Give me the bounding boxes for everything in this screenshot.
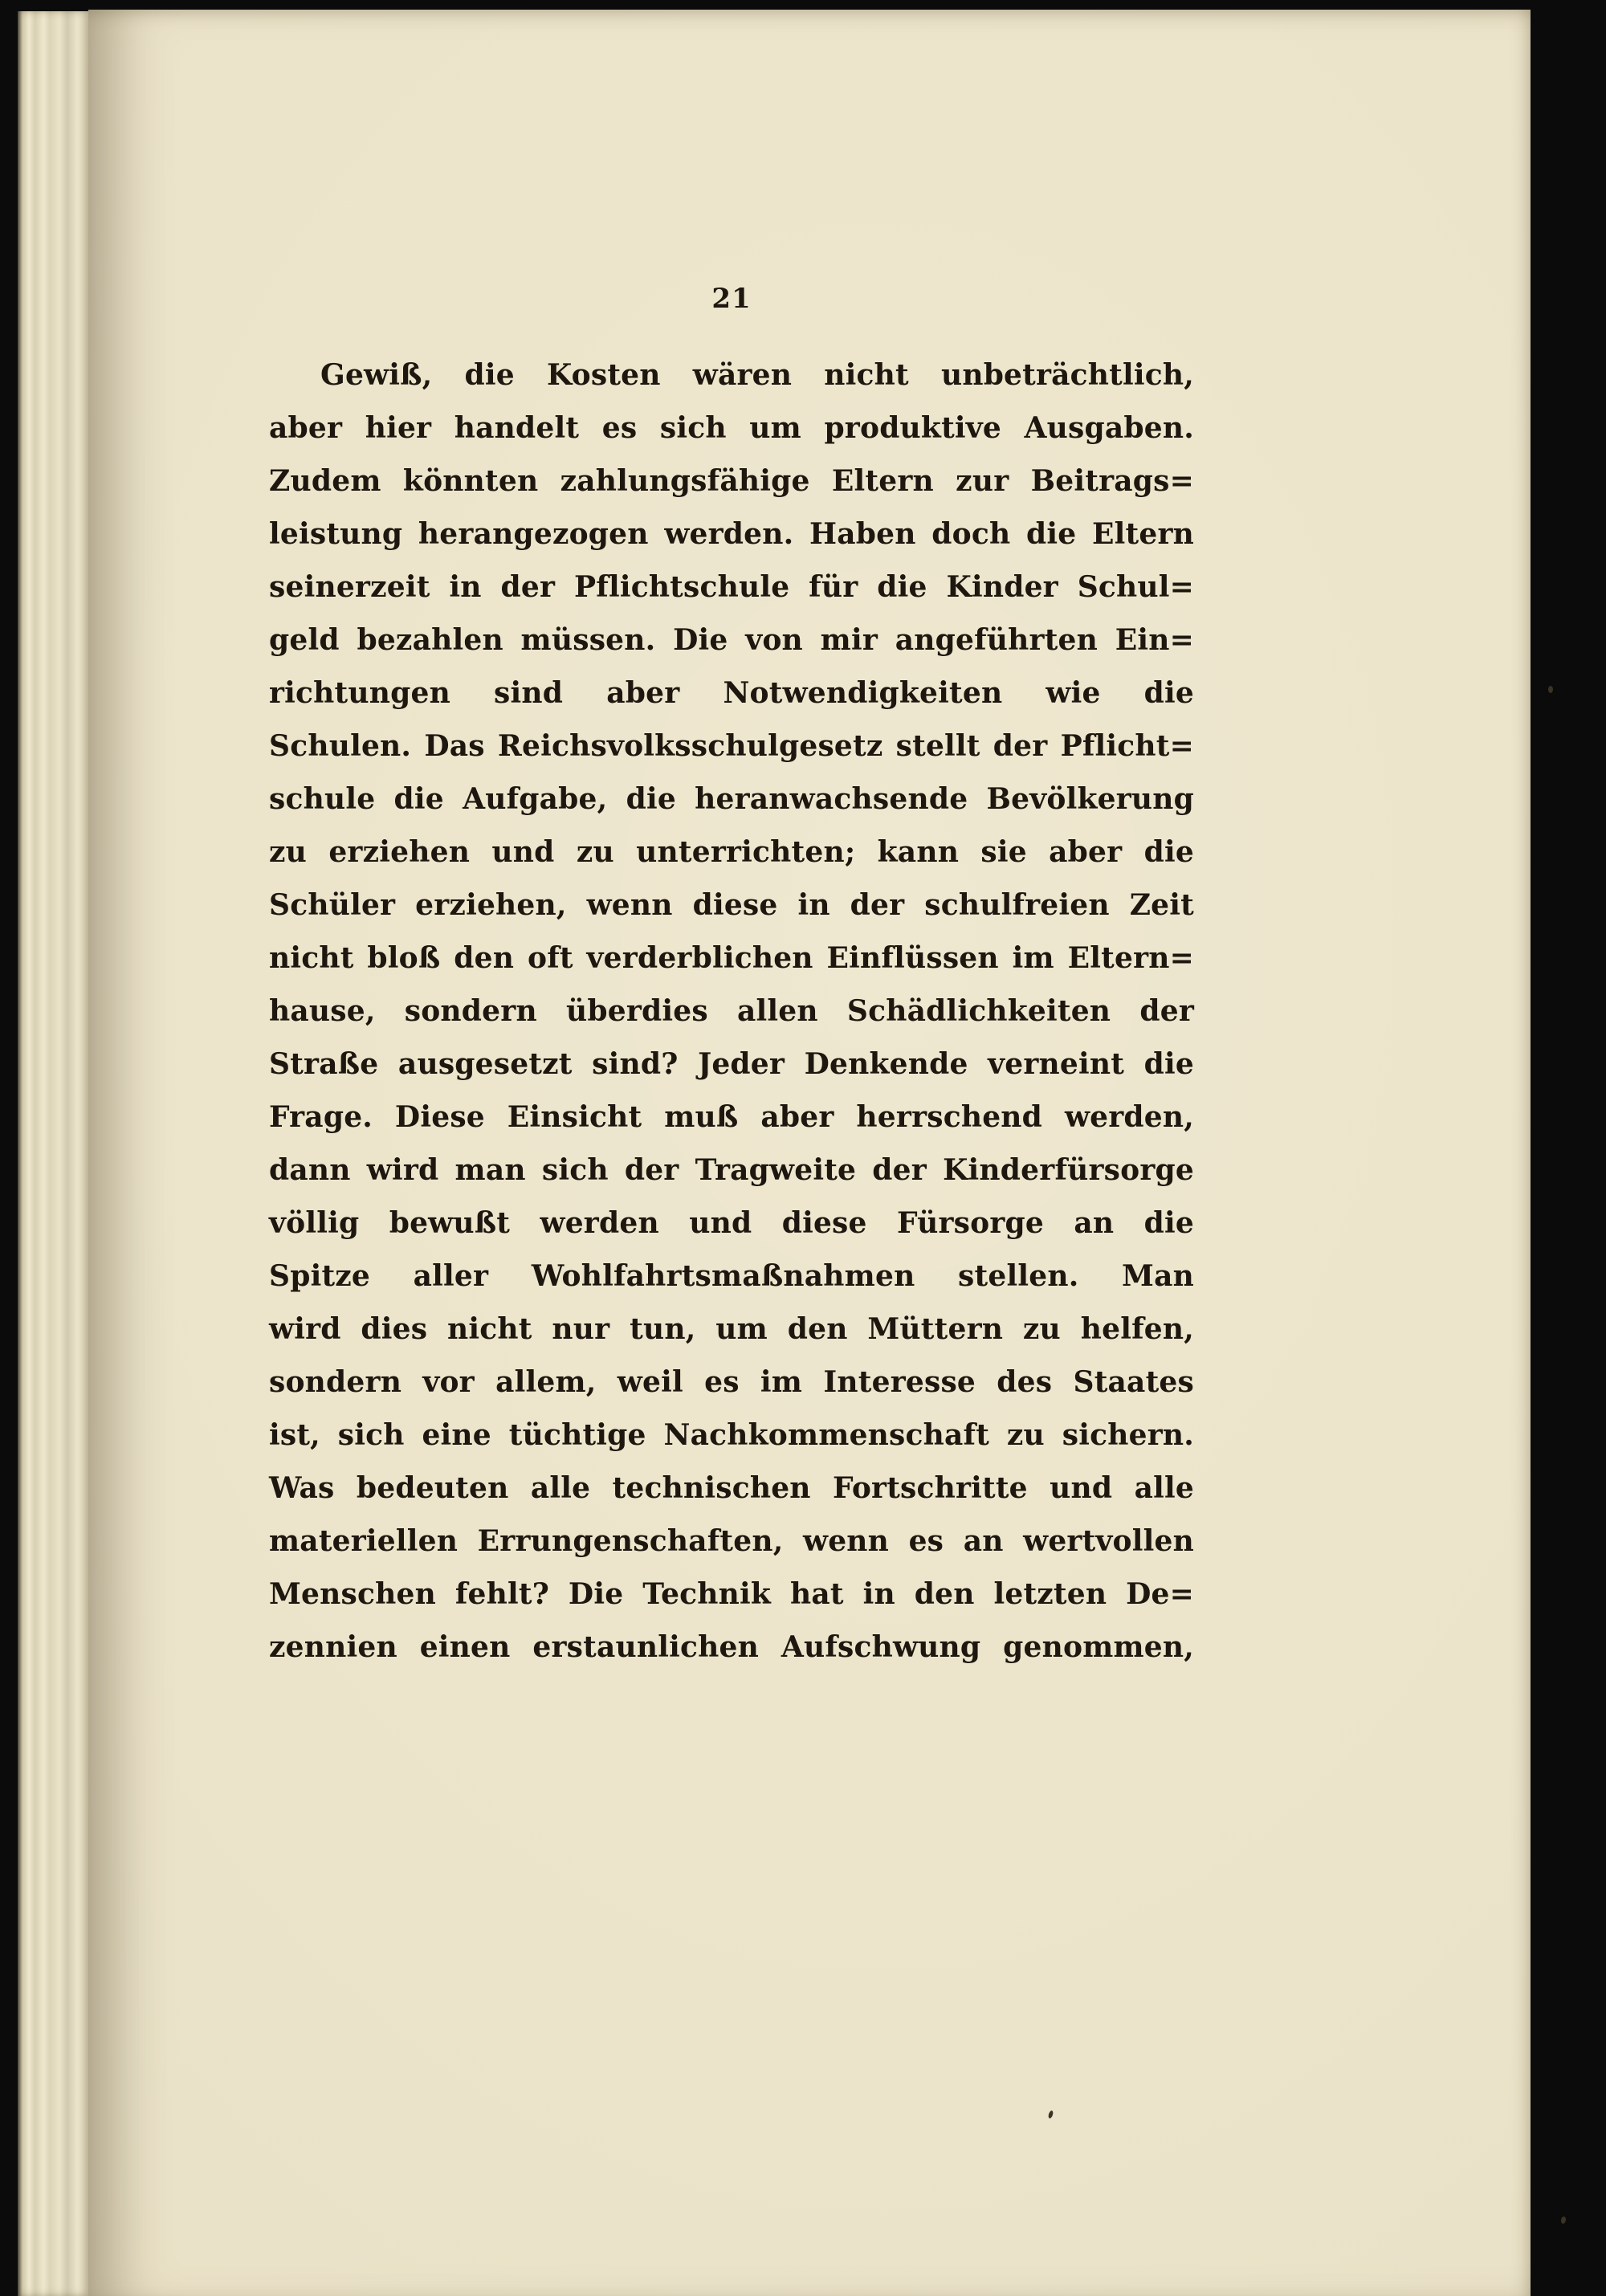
scan-speck <box>1048 2110 1054 2119</box>
text-line: völlig bewußt werden und diese Fürsorge an die <box>269 1206 1194 1240</box>
text-line: Schüler erziehen, wenn diese in der schulfreien Zeit <box>269 888 1194 922</box>
text-line: geld bezahlen müssen. Die von mir angeführten Ein= <box>269 623 1194 657</box>
text-line: zu erziehen und zu unterrichten; kann sie aber die <box>269 835 1194 869</box>
page-content <box>269 283 1194 1674</box>
text-line: sondern vor allem, weil es im Interesse des Staates <box>269 1365 1194 1399</box>
text-line: seinerzeit in der Pflichtschule für die Kinder Schul= <box>269 570 1194 604</box>
text-line: Spitze aller Wohlfahrtsmaßnahmen stellen. Man <box>269 1259 1194 1293</box>
text-line: Menschen fehlt? Die Technik hat in den letzten De= <box>269 1577 1194 1611</box>
scan-speck <box>1560 2216 1567 2224</box>
text-line: Straße ausgesetzt sind? Jeder Denkende verneint die <box>269 1047 1194 1081</box>
book-gutter-page-edges <box>18 11 92 2296</box>
text-line: richtungen sind aber Notwendigkeiten wie die <box>269 676 1194 710</box>
text-line: Gewiß, die Kosten wären nicht unbeträchtlich, <box>320 358 1194 392</box>
text-line: Schulen. Das Reichsvolksschulgesetz stellt der Pflicht= <box>269 729 1194 763</box>
text-line: wird dies nicht nur tun, um den Müttern zu helfen, <box>269 1312 1194 1346</box>
book-page <box>88 10 1531 2296</box>
page-number: 21 <box>711 283 752 315</box>
body-text <box>269 349 1194 1674</box>
text-line: schule die Aufgabe, die heranwachsende Bevölkerung <box>269 782 1194 816</box>
text-line: leistung herangezogen werden. Haben doch die Eltern <box>269 517 1194 551</box>
text-line: materiellen Errungenschaften, wenn es an wertvollen <box>269 1524 1194 1558</box>
text-line: nicht bloß den oft verderblichen Einflüssen im Eltern= <box>269 941 1194 975</box>
text-line: Frage. Diese Einsicht muß aber herrschend werden, <box>269 1100 1194 1134</box>
text-line: zennien einen erstaunlichen Aufschwung genommen, <box>269 1630 1194 1664</box>
text-line: dann wird man sich der Tragweite der Kinderfürsorge <box>269 1153 1194 1187</box>
scan-speck <box>1548 686 1553 693</box>
text-line: ist, sich eine tüchtige Nachkommenschaft zu sichern. <box>269 1418 1194 1452</box>
text-line: Zudem könnten zahlungsfähige Eltern zur Beitrags= <box>269 464 1194 498</box>
text-line: hause, sondern überdies allen Schädlichkeiten der <box>269 994 1194 1028</box>
text-line: Was bedeuten alle technischen Fortschritte und alle <box>269 1471 1194 1505</box>
text-line: aber hier handelt es sich um produktive Ausgaben. <box>269 411 1194 445</box>
